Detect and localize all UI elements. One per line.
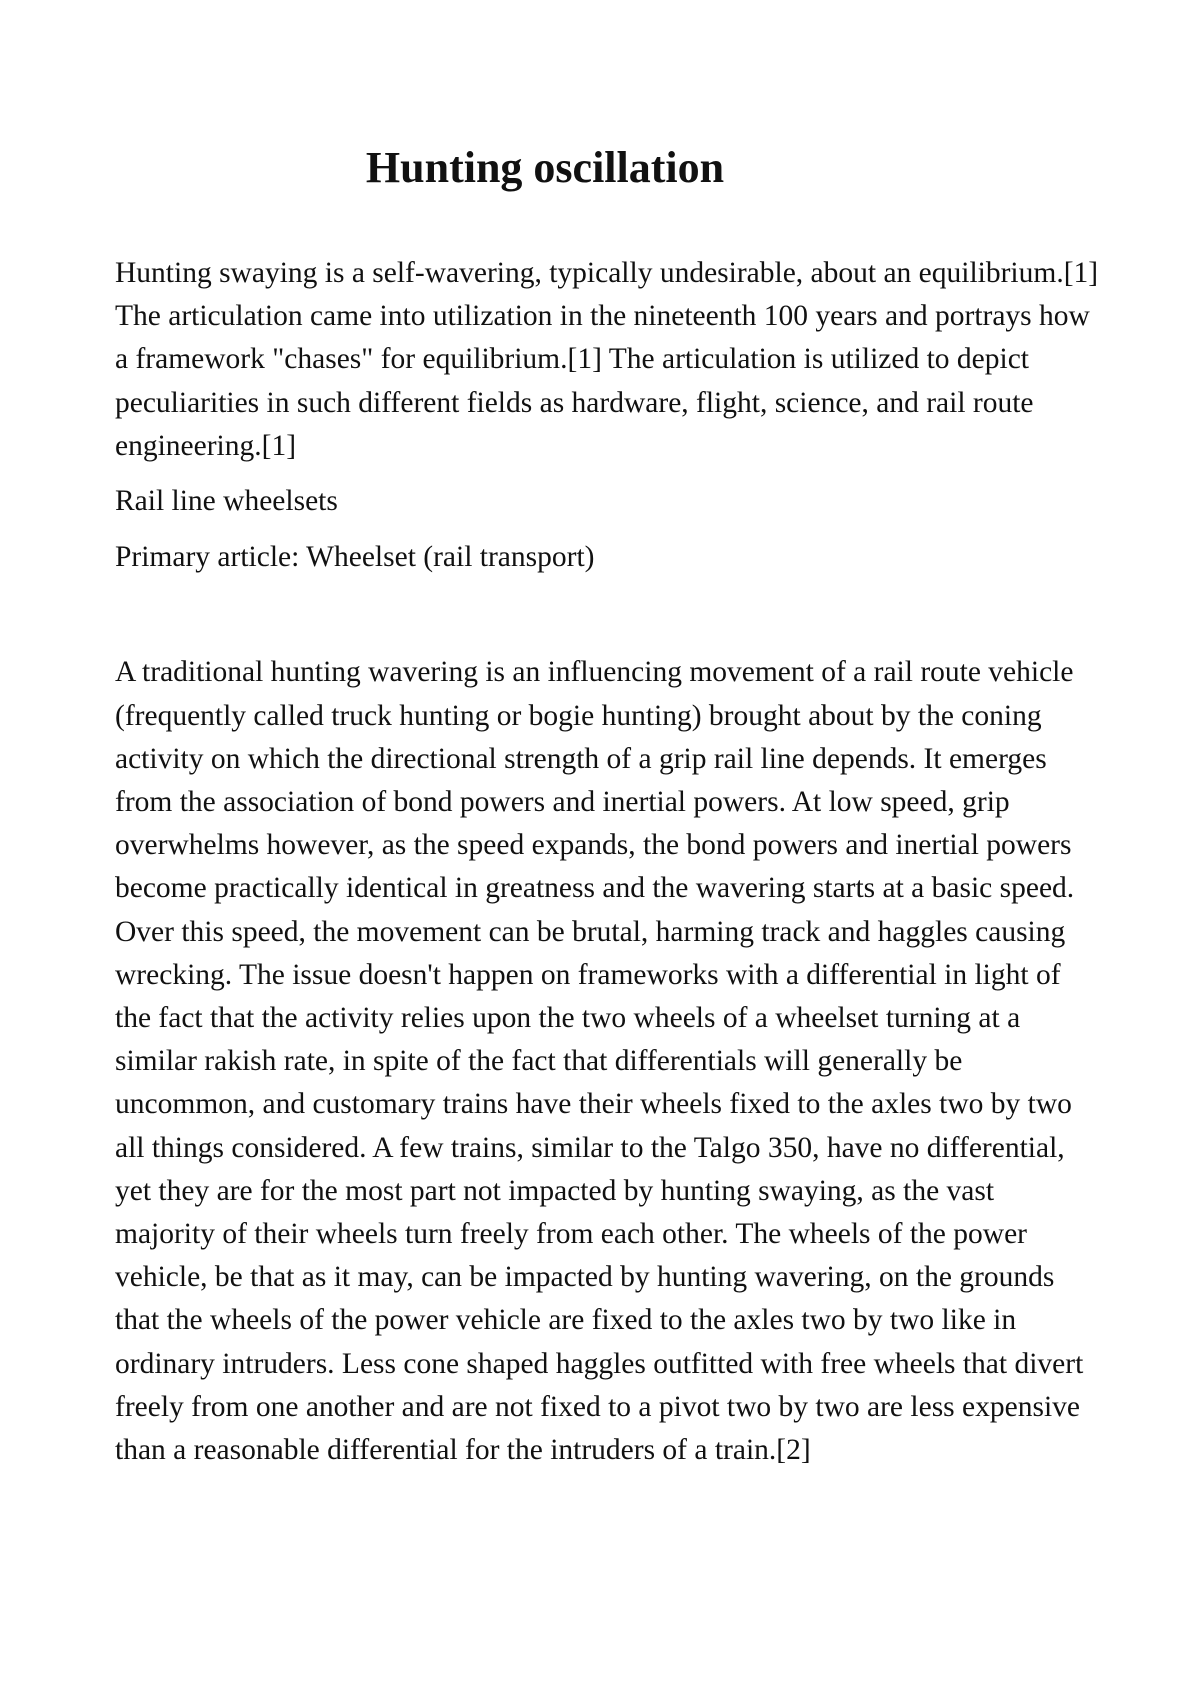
intro-paragraph: Hunting swaying is a self-wavering, typically undesirable, about an equilibrium.[1] The articulation came into utilization in the nineteenth 100 years and portrays how a framework "chases" for equilibrium.[1] The articulation is utilized to depict peculiarities in such different fields as hardware, flight, science, and rail route engineering.[1] xyxy=(115,257,1099,462)
page-title: Hunting oscillation xyxy=(365,143,725,192)
document-body xyxy=(115,252,1100,1472)
main-article-note: Primary article: Wheelset (rail transport) xyxy=(115,541,595,574)
body-paragraph: A traditional hunting wavering is an influencing movement of a rail route vehicle (frequently called truck hunting or bogie hunting) brought about by the coning activity on which the directional strength of a grip rail line depends. It emerges from the association of bond powers and inertial powers. At low speed, grip overwhelms however, as the speed expands, the bond powers and inertial powers become practically identical in greatness and the wavering starts at a basic speed. Over this speed, the movement can be brutal, harming track and haggles causing wrecking. The issue doesn't happen on frameworks with a differential in light of the fact that the activity relies upon the two wheels of a wheelset turning at a similar rakish rate, in spite of the fact that differentials will generally be uncommon, and customary trains have their wheels fixed to the axles two by two all things considered. A few trains, similar to the Talgo 350, have no differential, yet they are for the most part not impacted by hunting swaying, as the vast majority of their wheels turn freely from each other. The wheels of the power vehicle, be that as it may, can be impacted by hunting wavering, on the grounds that the wheels of the power vehicle are fixed to the axles two by two like in ordinary intruders. Less cone shaped haggles outfitted with free wheels that divert freely from one another and are not fixed to a pivot two by two are less expensive than a reasonable differential for the intruders of a train.[2] xyxy=(115,656,1084,1467)
section-heading: Rail line wheelsets xyxy=(115,485,338,518)
